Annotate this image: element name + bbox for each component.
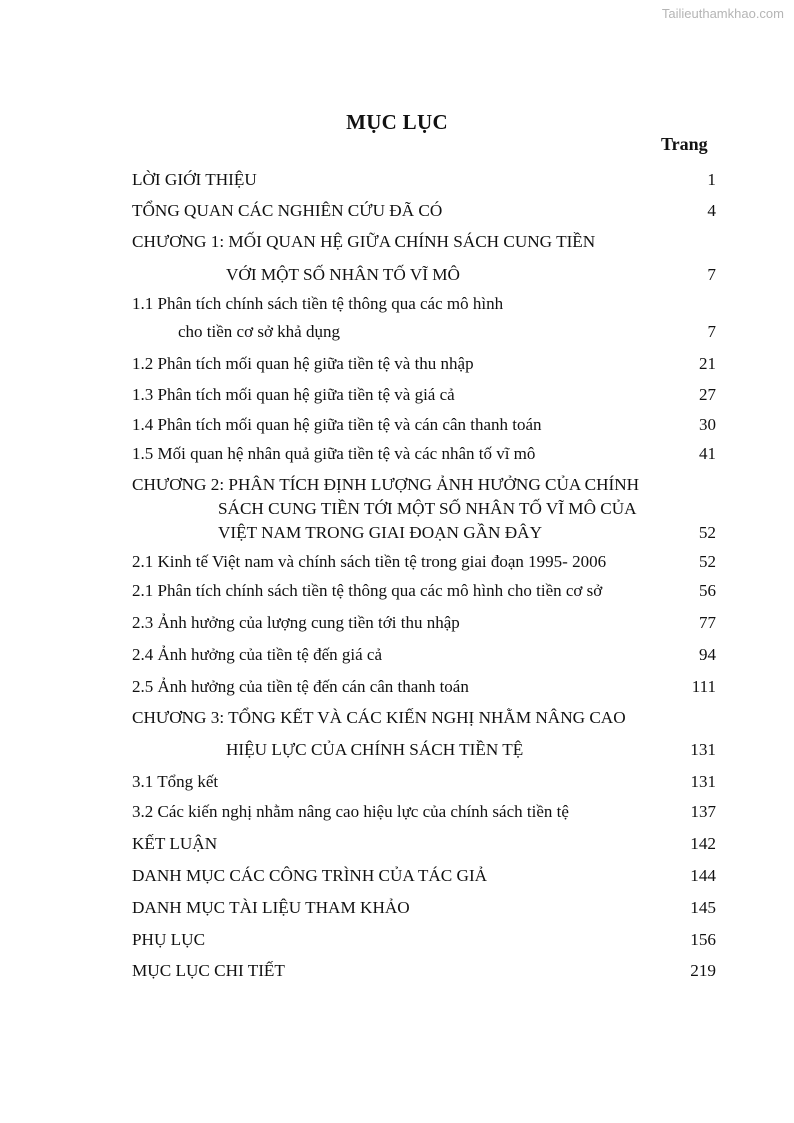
toc-entry-page: 7	[707, 322, 716, 341]
toc-entry-title-cont: VỚI MỘT SỐ NHÂN TỐ VĨ MÔ	[226, 265, 460, 284]
toc-entry-page: 144	[690, 866, 716, 885]
toc-entry-page: 137	[690, 802, 716, 821]
toc-entry-title: 1.2 Phân tích mối quan hệ giữa tiền tệ và thu nhập	[132, 354, 474, 373]
toc-entry-page: 94	[699, 645, 716, 664]
toc-entry-page: 145	[690, 898, 716, 917]
toc-entry-title: 1.4 Phân tích mối quan hệ giữa tiền tệ và cán cân thanh toán	[132, 415, 542, 434]
page-title: MỤC LỤC	[346, 110, 448, 134]
toc-entry-title: PHỤ LỤC	[132, 930, 206, 949]
page-column-header: Trang	[661, 134, 708, 154]
toc-entry-page: 156	[690, 930, 716, 949]
toc-entry-title: TỔNG QUAN CÁC NGHIÊN CỨU ĐÃ CÓ	[132, 201, 443, 220]
toc-entry-title: 3.1 Tổng kết	[132, 772, 219, 791]
toc-entry-title-cont: VIỆT NAM TRONG GIAI ĐOẠN GẦN ĐÂY	[218, 523, 542, 542]
toc-entry-title: 3.2 Các kiến nghị nhằm nâng cao hiệu lực của chính sách tiền tệ	[132, 802, 569, 821]
toc-entry-page: 111	[691, 677, 716, 696]
toc-entry-title-cont: SÁCH CUNG TIỀN TỚI MỘT SỐ NHÂN TỐ VĨ MÔ CỦA	[218, 499, 637, 518]
toc-entry-page: 41	[699, 444, 716, 463]
toc-entry-title: MỤC LỤC CHI TIẾT	[132, 961, 285, 980]
toc-entry-page: 131	[690, 740, 716, 759]
toc-entry-title: 2.1 Phân tích chính sách tiền tệ thông qua các mô hình cho tiền cơ sở	[132, 581, 603, 600]
toc-entry-page: 219	[690, 961, 716, 980]
toc-entry-title: 1.1 Phân tích chính sách tiền tệ thông qua các mô hình	[132, 294, 504, 313]
toc-entry-page: 56	[699, 581, 716, 600]
toc-entry-title: KẾT LUẬN	[132, 834, 218, 853]
toc-entry-title: 2.3 Ảnh hưởng của lượng cung tiền tới thu nhập	[132, 613, 460, 632]
toc-entry-title: LỜI GIỚI THIỆU	[132, 170, 257, 189]
toc-entry-page: 52	[699, 552, 716, 571]
toc-entry-title: DANH MỤC CÁC CÔNG TRÌNH CỦA TÁC GIẢ	[132, 866, 488, 885]
toc-entry-page: 142	[690, 834, 716, 853]
toc-entry-title: DANH MỤC TÀI LIỆU THAM KHẢO	[132, 898, 410, 917]
toc-entry-title: CHƯƠNG 1: MỐI QUAN HỆ GIỮA CHÍNH SÁCH CUNG TIỀN	[132, 232, 596, 251]
toc-entry-title-cont: cho tiền cơ sở khả dụng	[178, 322, 340, 341]
toc-entry-title: 2.4 Ảnh hưởng của tiền tệ đến giá cả	[132, 645, 382, 664]
toc-entry-page: 1	[707, 170, 716, 189]
toc-entry-title: CHƯƠNG 3: TỔNG KẾT VÀ CÁC KIẾN NGHỊ NHẰM NÂNG CAO	[132, 708, 626, 727]
toc-entry-title: CHƯƠNG 2: PHÂN TÍCH ĐỊNH LƯỢNG ẢNH HƯỞNG CỦA CHÍNH	[132, 475, 640, 494]
toc-entry-title: 1.3 Phân tích mối quan hệ giữa tiền tệ và giá cả	[132, 385, 455, 404]
toc-entry-title-cont: HIỆU LỰC CỦA CHÍNH SÁCH TIỀN TỆ	[226, 740, 524, 759]
toc-entry-page: 52	[698, 523, 716, 542]
toc-entry-page: 77	[699, 613, 716, 632]
toc-entry-title: 2.1 Kinh tế Việt nam và chính sách tiền tệ trong giai đoạn 1995- 2006	[132, 552, 607, 571]
toc-entry-page: 30	[699, 415, 716, 434]
watermark: Tailieuthamkhao.com	[661, 6, 784, 21]
toc-entry-page: 4	[707, 201, 716, 220]
toc-entry-title: 2.5 Ảnh hưởng của tiền tệ đến cán cân thanh toán	[132, 677, 469, 696]
toc-entry-page: 131	[690, 772, 716, 791]
toc-entry-title: 1.5 Mối quan hệ nhân quả giữa tiền tệ và các nhân tố vĩ mô	[132, 444, 536, 463]
toc-entry-page: 27	[699, 385, 716, 404]
toc-entry-page: 7	[707, 265, 716, 284]
toc-entry-page: 21	[699, 354, 716, 373]
